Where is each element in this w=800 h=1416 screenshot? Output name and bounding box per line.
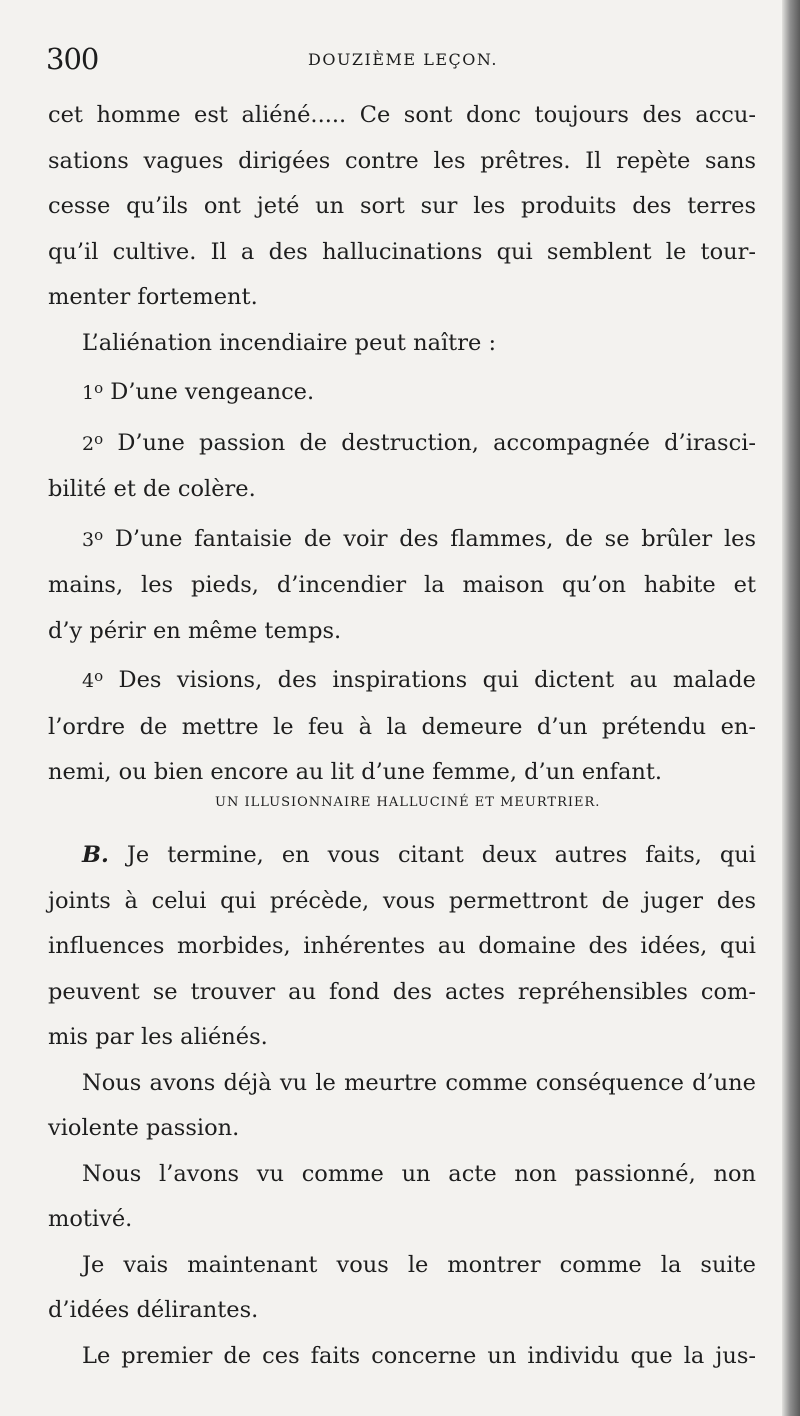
paragraph-b	[48, 833, 756, 1061]
text-line: Nous avons déjà vu le meurtre comme conséquence d’une	[82, 1069, 756, 1096]
text-line: D’une passion de destruction, accompagnée d’irasci-	[117, 429, 757, 456]
list-number: 2	[82, 432, 95, 455]
page-edge	[782, 0, 800, 1416]
text-line: d’idées délirantes.	[48, 1297, 259, 1323]
text-line: mis par les aliénés.	[48, 1024, 268, 1050]
degree-mark: o	[94, 379, 104, 397]
text-line: L’aliénation incendiaire peut naître :	[82, 329, 497, 356]
text-line: Je vais maintenant vous le montrer comme la suite	[82, 1251, 756, 1278]
text-line: joints à celui qui précède, vous permettront de juger des	[48, 887, 756, 914]
text-block-lower	[48, 833, 756, 1379]
text-line: D’une vengeance.	[110, 379, 315, 405]
list-item-3	[48, 513, 756, 655]
text-line: Le premier de ces faits concerne un individu que la jus-	[82, 1342, 756, 1369]
text-line: menter fortement.	[48, 284, 258, 310]
degree-mark: o	[94, 525, 104, 544]
paragraph	[48, 1061, 756, 1152]
text-line: sations vagues dirigées contre les prêtres. Il repète sans	[48, 147, 756, 174]
paragraph	[48, 1243, 756, 1334]
paragraph	[48, 1334, 756, 1380]
paragraph-continuation	[48, 93, 756, 321]
degree-mark: o	[94, 667, 104, 685]
text-line: Je termine, en vous citant deux autres faits, qui	[126, 842, 756, 868]
text-block-upper	[48, 93, 756, 796]
section-subheading: UN ILLUSIONNAIRE HALLUCINÉ ET MEURTRIER.	[215, 795, 601, 810]
text-line: D’une fantaisie de voir des flammes, de se brûler les	[114, 525, 757, 552]
running-title: DOUZIÈME LEÇON.	[308, 50, 498, 69]
text-line: influences morbides, inhérentes au domaine des idées, qui	[48, 933, 756, 959]
text-line: violente passion.	[48, 1115, 240, 1141]
section-letter: B.	[82, 842, 109, 868]
text-line: motivé.	[48, 1206, 133, 1232]
text-line: cet homme est aliéné..... Ce sont donc toujours des accu-	[48, 102, 756, 128]
text-line: peuvent se trouver au fond des actes repréhensibles com-	[48, 978, 756, 1005]
list-item-4	[48, 654, 756, 796]
text-line: nemi, ou bien encore au lit d’une femme, d’un enfant.	[48, 759, 663, 785]
text-line: mains, les pieds, d’incendier la maison qu’on habite et	[48, 572, 756, 598]
list-item-1	[48, 366, 756, 417]
list-number: 4	[82, 670, 95, 692]
paragraph-intro	[48, 321, 756, 367]
page-number: 300	[46, 42, 99, 76]
text-line: Nous l’avons vu comme un acte non passionné, non	[82, 1160, 756, 1187]
text-line: d’y périr en même temps.	[48, 617, 342, 644]
paragraph	[48, 1152, 756, 1243]
text-line: cesse qu’ils ont jeté un sort sur les produits des terres	[48, 193, 756, 219]
list-item-2	[48, 417, 756, 513]
text-line: bilité et de colère.	[48, 476, 256, 502]
list-number: 3	[82, 528, 95, 551]
list-number: 1	[82, 382, 95, 404]
text-line: l’ordre de mettre le feu à la demeure d’un prétendu en-	[48, 713, 756, 740]
text-line: qu’il cultive. Il a des hallucinations qui semblent le tour-	[48, 238, 756, 265]
text-line: Des visions, des inspirations qui dictent au malade	[118, 667, 756, 693]
degree-mark: o	[94, 429, 104, 448]
